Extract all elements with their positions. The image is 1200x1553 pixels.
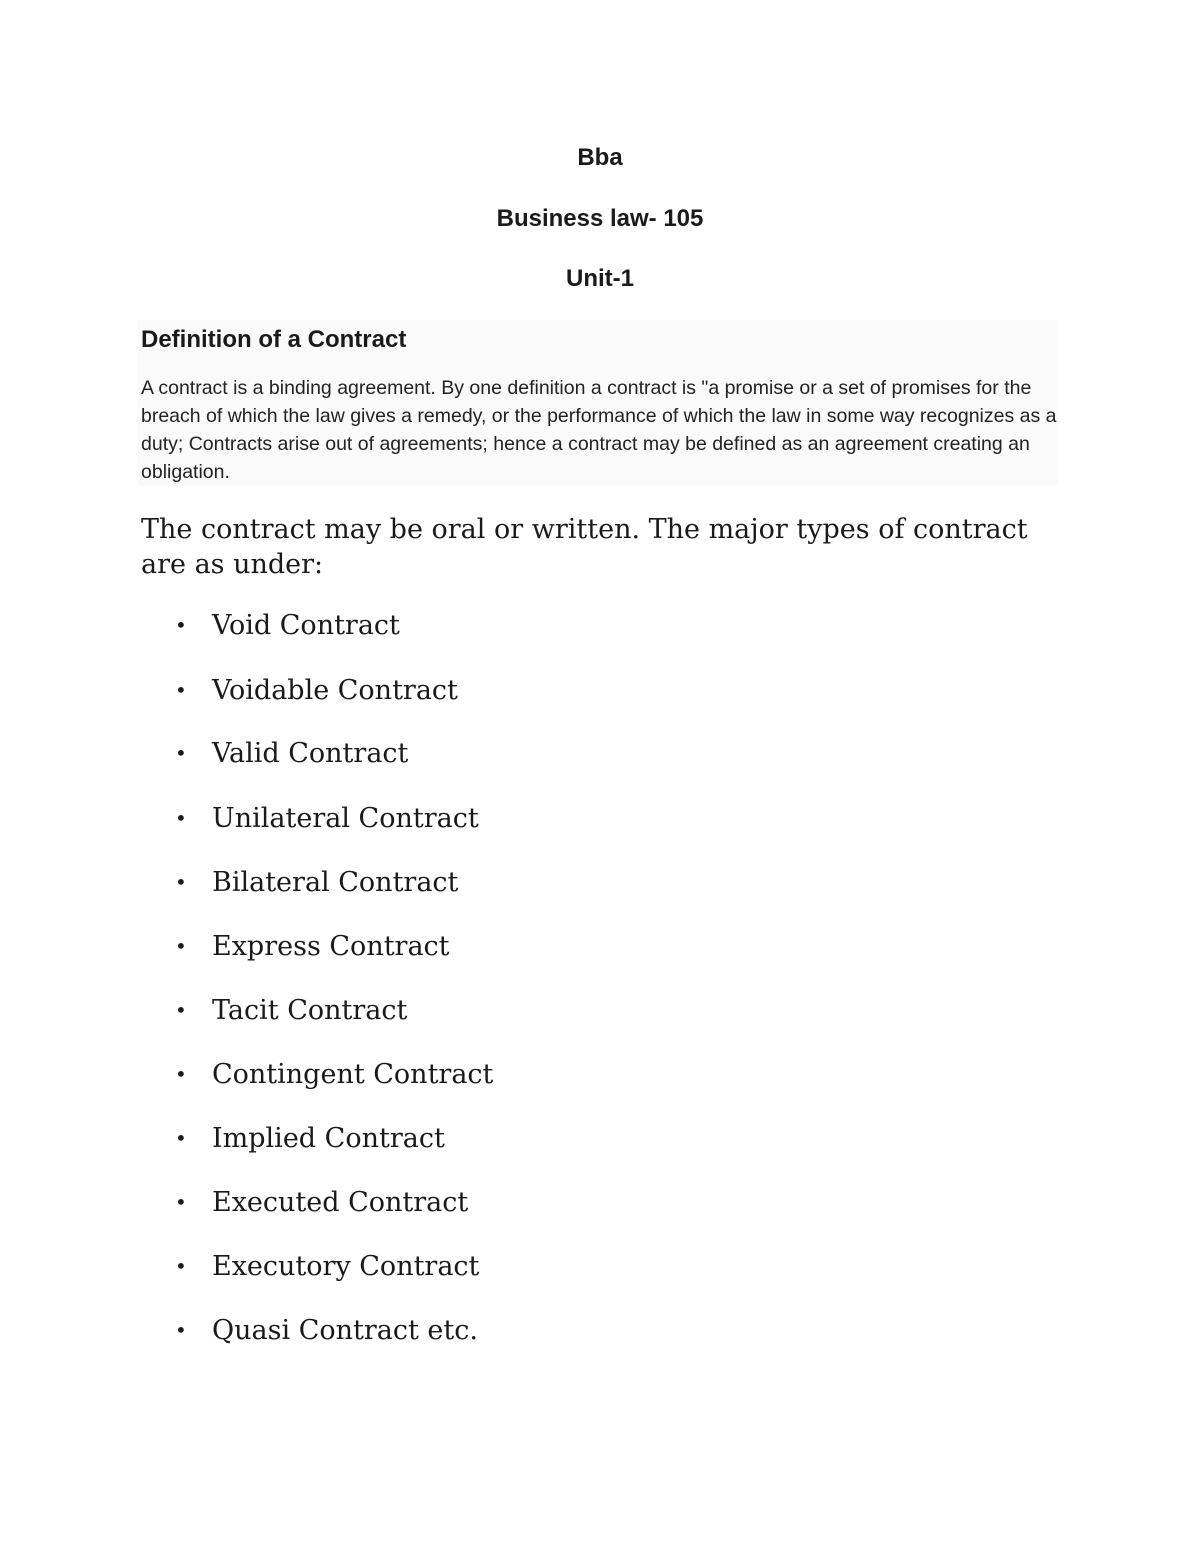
bullet-icon: • — [175, 934, 187, 958]
list-item — [175, 1185, 468, 1220]
definition-title: Definition of a Contract — [141, 326, 407, 353]
bullet-icon: • — [175, 870, 187, 894]
list-item-label: Executory Contract — [212, 1251, 480, 1282]
list-item — [175, 993, 407, 1028]
bullet-icon: • — [175, 1126, 187, 1150]
list-item-label: Tacit Contract — [212, 995, 408, 1026]
list-item — [175, 1313, 478, 1348]
list-item-label: Express Contract — [212, 931, 450, 962]
bullet-icon: • — [175, 1062, 187, 1086]
list-item — [175, 673, 458, 708]
list-item-label: Valid Contract — [212, 738, 409, 769]
intro-paragraph: The contract may be oral or written. The major types of contract are as under: — [141, 514, 1028, 580]
bullet-icon: • — [175, 741, 187, 765]
bullet-icon: • — [175, 1190, 187, 1214]
bullet-icon: • — [175, 678, 187, 702]
list-item — [175, 929, 450, 964]
list-item-label: Executed Contract — [212, 1187, 469, 1218]
list-item-label: Void Contract — [212, 610, 400, 641]
list-item-label: Contingent Contract — [212, 1059, 494, 1090]
course-heading: Business law- 105 — [496, 205, 704, 232]
list-item — [175, 1121, 445, 1156]
list-item-label: Voidable Contract — [212, 675, 458, 706]
list-item — [175, 1057, 493, 1092]
definition-body: A contract is a binding agreement. By one definition a contract is "a promise or a set of promises for the breach of which the law gives a remedy, or the performance of which the law in some way recognizes as a duty; Contracts arise out of agreements; hence a contract may be defined as an agreement creating an obligation. — [141, 377, 1057, 483]
bullet-icon: • — [175, 1254, 187, 1278]
bullet-icon: • — [175, 1318, 187, 1342]
program-heading: Bba — [577, 144, 623, 171]
list-item — [175, 801, 479, 836]
list-item-label: Implied Contract — [212, 1123, 445, 1154]
list-item — [175, 608, 400, 643]
unit-heading: Unit-1 — [566, 265, 634, 292]
bullet-icon: • — [175, 806, 187, 830]
list-item-label: Unilateral Contract — [212, 803, 479, 834]
list-item — [175, 865, 458, 900]
bullet-icon: • — [175, 613, 187, 637]
list-item — [175, 1249, 479, 1284]
list-item-label: Bilateral Contract — [212, 867, 459, 898]
bullet-icon: • — [175, 998, 187, 1022]
list-item — [175, 736, 408, 771]
list-item-label: Quasi Contract etc. — [212, 1315, 478, 1346]
